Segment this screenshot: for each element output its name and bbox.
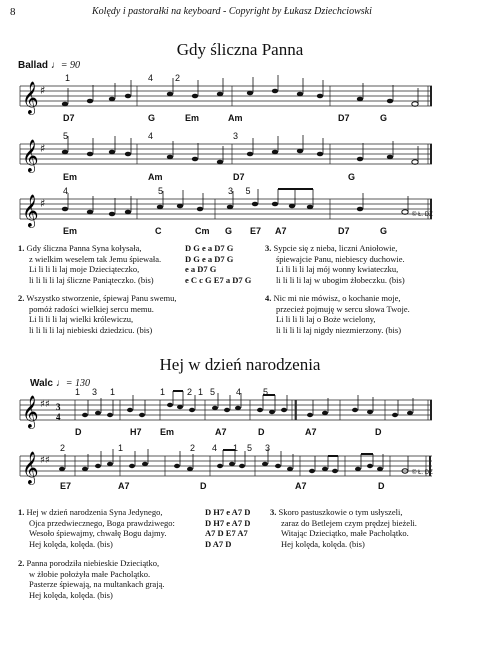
copyright-mark: © Ł. DZ — [412, 470, 433, 476]
chord-symbol: H7 — [130, 427, 142, 437]
chord-symbol: A7 — [118, 481, 130, 491]
chord-symbol: A7 — [275, 226, 287, 236]
fingering: 2 — [187, 387, 193, 397]
chord-symbol: D — [378, 481, 385, 491]
fingering: 5 — [263, 387, 269, 397]
verse-line: Nic mi nie mówisz, o kochanie moje, — [273, 293, 401, 303]
fingering: 5 — [247, 443, 253, 453]
verse-column-right — [265, 243, 465, 335]
verse-line: Wszystko stworzenie, śpiewaj Panu swemu, — [26, 293, 177, 303]
verse-line: Panna porodziła niebieskie Dzieciątko, — [26, 558, 160, 568]
tempo-word: Walc — [30, 378, 53, 389]
chord-symbol: Em — [160, 427, 175, 437]
verse-line: z wielkim weselem tak Jemu śpiewała. — [29, 253, 162, 264]
verse-number: 1. — [18, 243, 25, 253]
sharp-sign: ♯ — [40, 142, 46, 155]
song-title: Gdy śliczna Panna — [176, 40, 304, 59]
verse-line: li li li li laj w ubogim żłobeczku. (bis) — [276, 274, 405, 285]
fingering: 1 — [160, 387, 166, 397]
chord-line: D G e a D7 G — [185, 253, 234, 264]
chord-line: e C c G E7 a D7 G — [185, 274, 252, 285]
chord-line: e a D7 G — [185, 264, 217, 274]
chord-symbol: D7 — [63, 113, 75, 123]
tempo-marking — [18, 60, 80, 71]
verse-number: 3. — [270, 507, 277, 517]
fingering: 1 — [118, 443, 124, 453]
verse-line: li li li li laj nigdy niezmierzony. (bis) — [276, 324, 402, 335]
fingering: 3 5 — [228, 186, 251, 196]
verse-line: pomóż radości wielkiej sercu memu. — [29, 303, 154, 314]
music-staff — [20, 452, 460, 492]
chord-progression — [205, 507, 250, 549]
music-staff — [20, 195, 460, 235]
chord-symbol: Am — [228, 113, 243, 123]
fingering: 1 — [65, 73, 71, 83]
fingering: 3 — [265, 443, 271, 453]
fingering: 1 — [233, 443, 239, 453]
verse-line: li li li li laj niebieski dziedzicu. (bis) — [29, 324, 153, 335]
verse-line: Ojca przedwiecznego, Boga prawdziwego: — [29, 517, 175, 528]
chord-symbol: D7 — [338, 226, 350, 236]
verse-number: 2. — [18, 558, 25, 568]
chord-symbol: D7 — [233, 172, 245, 182]
verse-line: Hej kolęda, kolęda. (bis) — [29, 538, 113, 549]
treble-clef: 𝄞 — [22, 139, 39, 172]
fingering: 3 — [233, 131, 239, 141]
music-staff — [20, 396, 460, 436]
verse-number: 1. — [18, 507, 25, 517]
chord-symbol: Em — [63, 226, 78, 236]
verse-number: 4. — [265, 293, 272, 303]
chord-symbol: D — [375, 427, 382, 437]
chord-symbol: A7 — [215, 427, 227, 437]
chord-line: D G e a D7 G — [185, 243, 234, 253]
sharp-sign: ♯ — [40, 84, 46, 97]
verse-number: 3. — [265, 243, 272, 253]
verse — [18, 293, 188, 335]
chord-symbol: D7 — [338, 113, 350, 123]
chord-symbol: Em — [63, 172, 78, 182]
chord-progression — [185, 243, 251, 285]
sharp-sign: ♯♯ — [40, 455, 50, 466]
fingering: 4 — [148, 131, 154, 141]
treble-clef: 𝄞 — [22, 451, 39, 484]
treble-clef: 𝄞 — [22, 395, 39, 428]
chord-symbol: Cm — [195, 226, 210, 236]
chord-symbol: A7 — [305, 427, 317, 437]
chord-symbol: G — [380, 113, 388, 123]
chord-symbol: G — [380, 226, 388, 236]
sharp-sign: ♯♯ — [40, 399, 50, 410]
page-number: 8 — [10, 6, 16, 18]
chord-symbol: E7 — [60, 481, 72, 491]
fingering: 1 — [75, 387, 81, 397]
chord-symbol: C — [155, 226, 162, 236]
tempo-marking — [30, 378, 90, 389]
chord-symbol: D — [258, 427, 265, 437]
fingering: 4 — [148, 73, 154, 83]
treble-clef: 𝄞 — [22, 194, 39, 227]
fingering: 3 — [92, 387, 98, 397]
verse-line: Li li li li laj moje Dzieciąteczko, — [29, 264, 140, 274]
chord-symbol: G — [225, 226, 233, 236]
chord-line: A7 D E7 A7 — [205, 528, 248, 538]
verse-line: śpiewajcie Panu, niebiescy duchowie. — [276, 253, 405, 264]
fingering: 4 — [236, 387, 242, 397]
verse-column-left — [18, 243, 188, 335]
copyright-mark: © Ł. DZ — [412, 212, 433, 218]
chord-symbol: D — [200, 481, 207, 491]
verse-line: Wesoło śpiewajmy, chwałę Bogu dajmy. — [29, 528, 167, 538]
verse-line: Hej kolęda, kolęda. (bis) — [281, 538, 365, 549]
verse-line: Hej kolęda, kolęda. (bis) — [29, 589, 113, 600]
fingering: 4 — [212, 443, 218, 453]
chord-symbol: A7 — [295, 481, 307, 491]
verse-line: w żłobie położyła małe Pacholątko. — [29, 568, 151, 579]
chord-line: D H7 e A7 D — [205, 517, 251, 528]
verse-line: Sypcie się z nieba, liczni Aniołowie, — [273, 243, 398, 253]
time-signature: 3 — [56, 402, 61, 412]
verse-line: zaraz do Betlejem czym prędzej bieżeli. — [281, 517, 417, 528]
song-title: Hej w dzień narodzenia — [159, 355, 321, 374]
treble-clef: 𝄞 — [22, 81, 39, 114]
tempo-word: Ballad — [18, 60, 49, 71]
verse-line: Witając Dzieciątko, małe Pacholątko. — [281, 528, 409, 538]
chord-symbol: D — [75, 427, 82, 437]
verse-column-left — [18, 507, 208, 600]
verse-line: Li li li li laj wielki królewiczu, — [29, 314, 134, 324]
chord-symbol: G — [148, 113, 156, 123]
sharp-sign: ♯ — [40, 197, 46, 210]
verse-line: Gdy śliczna Panna Syna kołysała, — [26, 243, 142, 253]
verse-number: 2. — [18, 293, 25, 303]
fingering: 1 — [110, 387, 116, 397]
verse-line: Li li li li laj o Boże wcielony, — [276, 314, 376, 324]
verse — [18, 507, 208, 549]
verse-line: Hej w dzień narodzenia Syna Jedynego, — [26, 507, 163, 517]
tempo-value: ♩= 90 — [50, 60, 81, 71]
book-title: Kolędy i pastorałki na keyboard - Copyright by Łukasz Dziechciowski — [92, 6, 372, 17]
verse — [18, 243, 188, 285]
fingering: 1 — [198, 387, 204, 397]
verse — [18, 558, 208, 600]
time-signature: 4 — [56, 412, 61, 422]
chord-line: D A7 D — [205, 538, 232, 549]
fingering: 2 — [60, 443, 66, 453]
verse-column-right — [270, 507, 470, 549]
chord-symbol: E7 — [250, 226, 262, 236]
verse — [265, 243, 465, 285]
fingering: 5 — [63, 131, 69, 141]
fingering: 2 — [190, 443, 196, 453]
verse-line: Skoro pastuszkowie o tym usłyszeli, — [278, 507, 403, 517]
verse — [270, 507, 470, 549]
tempo-value: ♩= 130 — [55, 378, 90, 389]
fingering: 2 — [175, 73, 181, 83]
verse-line: Li li li li laj mój wonny kwiateczku, — [276, 264, 399, 274]
chord-symbol: Am — [148, 172, 163, 182]
chord-symbol: G — [348, 172, 356, 182]
verse-line: li li li li laj śliczne Paniąteczko. (bis) — [29, 274, 154, 285]
verse-line: przecież pojmuję w sercu słowa Twoje. — [276, 303, 410, 314]
chord-symbol: Em — [185, 113, 200, 123]
fingering: 5 — [158, 186, 164, 196]
verse-line: Pasterze śpiewają, na multankach grają. — [29, 579, 165, 589]
chord-line: D H7 e A7 D — [205, 507, 251, 517]
fingering: 5 — [210, 387, 216, 397]
fingering: 4 — [63, 186, 69, 196]
verse — [265, 293, 465, 335]
